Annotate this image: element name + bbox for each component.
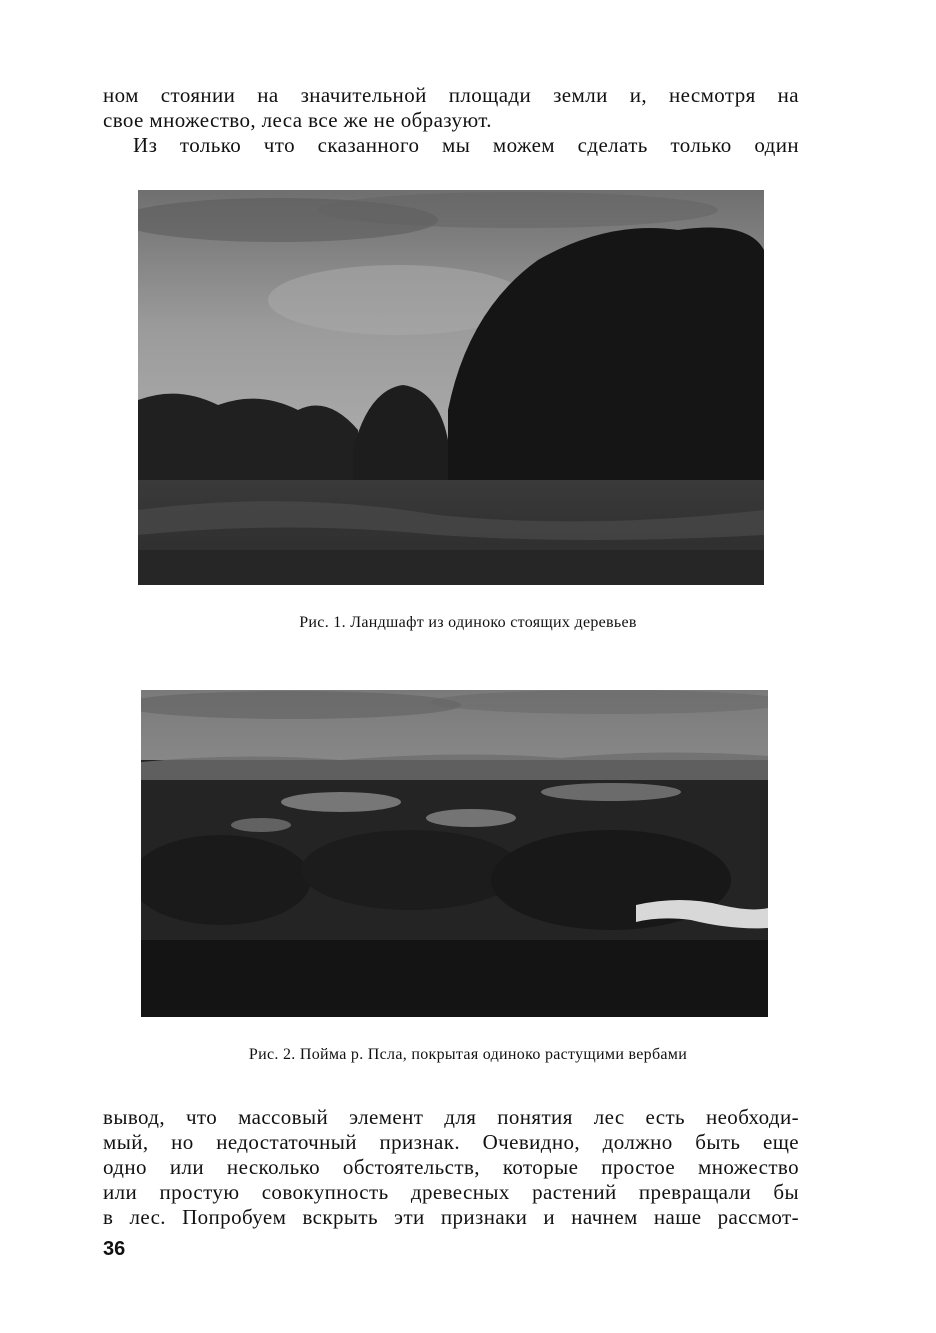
- text-line: в лес. Попробуем вскрыть эти признаки и начнем наше рассмот-: [103, 1205, 799, 1229]
- text-line: одно или несколько обстоятельств, которые простое множество: [103, 1155, 799, 1179]
- text-line: мый, но недостаточный признак. Очевидно, должно быть еще: [103, 1130, 799, 1154]
- text-line: свое множество, леса все же не образуют.: [103, 108, 492, 132]
- figure-2-photo: [141, 690, 768, 1017]
- text-line: ном стоянии на значительной площади земли и, несмотря на: [103, 83, 799, 107]
- page-number: 36: [103, 1238, 126, 1260]
- figure-2-caption: Рис. 2. Пойма р. Псла, покрытая одиноко растущими вербами: [248, 1046, 688, 1063]
- text-line: Из только что сказанного мы можем сделать только один: [133, 133, 799, 157]
- text-line: или простую совокупность древесных растений превращали бы: [103, 1180, 799, 1204]
- figure-1-caption: Рис. 1. Ландшафт из одиноко стоящих деревьев: [299, 614, 637, 631]
- figure-1-photo: [138, 190, 764, 585]
- text-line: вывод, что массовый элемент для понятия лес есть необходи-: [103, 1105, 799, 1129]
